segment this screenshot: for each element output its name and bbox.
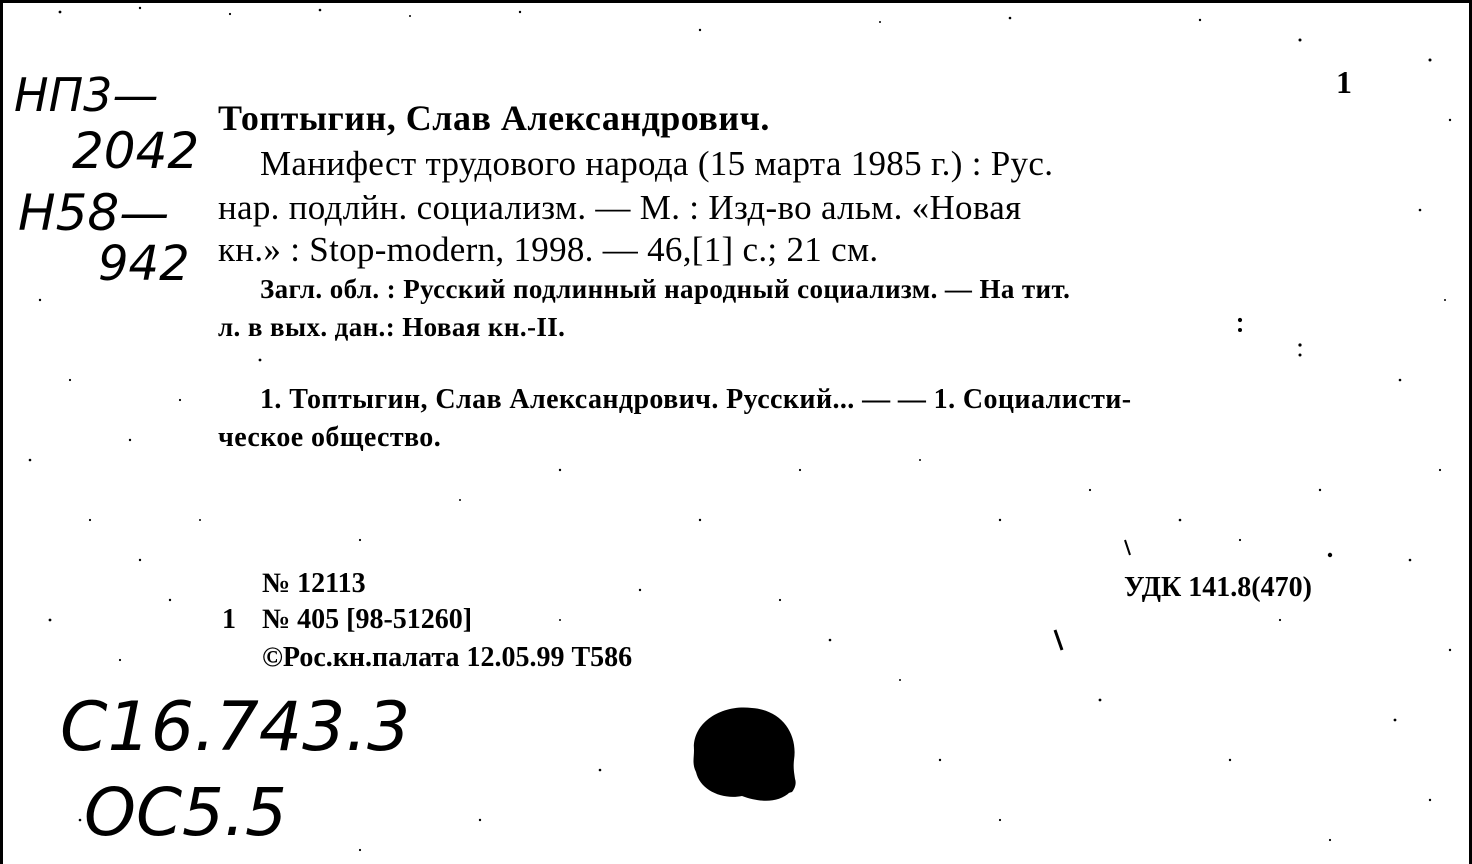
handwritten-shelf-mark-1b: 2042 xyxy=(72,122,200,180)
udk-code: УДК 141.8(470) xyxy=(1124,572,1312,603)
title-line-1: Манифест трудового народа (15 марта 1985 г.) : Рус. xyxy=(260,144,1054,183)
card-number: 1 xyxy=(1336,64,1353,100)
title-line-3: кн.» : Stop-modern, 1998. — 46,[1] с.; 21 см. xyxy=(218,230,879,269)
record-number-2: № 405 [98-51260] xyxy=(262,604,473,635)
handwritten-shelf-mark-1a: НП3— xyxy=(14,68,159,122)
handwritten-shelf-mark-2a: Н58— xyxy=(18,184,170,242)
title-line-2: нар. подлйн. социализм. — М. : Изд-во альм. «Новая xyxy=(218,188,1022,227)
publisher-line: ©Рос.кн.палата 12.05.99 Т586 xyxy=(262,642,633,673)
handwritten-bottom-mark-1: С16.743.3 xyxy=(60,688,411,767)
tracing-line-2: ческое общество. xyxy=(218,422,442,453)
ink-blot xyxy=(682,700,812,810)
note-line-2: л. в вых. дан.: Новая кн.-II. xyxy=(218,312,566,342)
handwritten-bottom-mark-2: ОС5.5 xyxy=(84,774,287,851)
author-heading: Топтыгин, Слав Александрович. xyxy=(218,98,770,138)
tracing-line-1: 1. Топтыгин, Слав Александрович. Русский... — — 1. Социалисти- xyxy=(260,384,1132,415)
note-line-1: Загл. обл. : Русский подлинный народный социализм. — На тит. xyxy=(260,274,1071,304)
record-number-1: № 12113 xyxy=(262,568,366,599)
copy-prefix: 1 xyxy=(222,604,236,635)
handwritten-shelf-mark-2b: 942 xyxy=(98,236,190,292)
